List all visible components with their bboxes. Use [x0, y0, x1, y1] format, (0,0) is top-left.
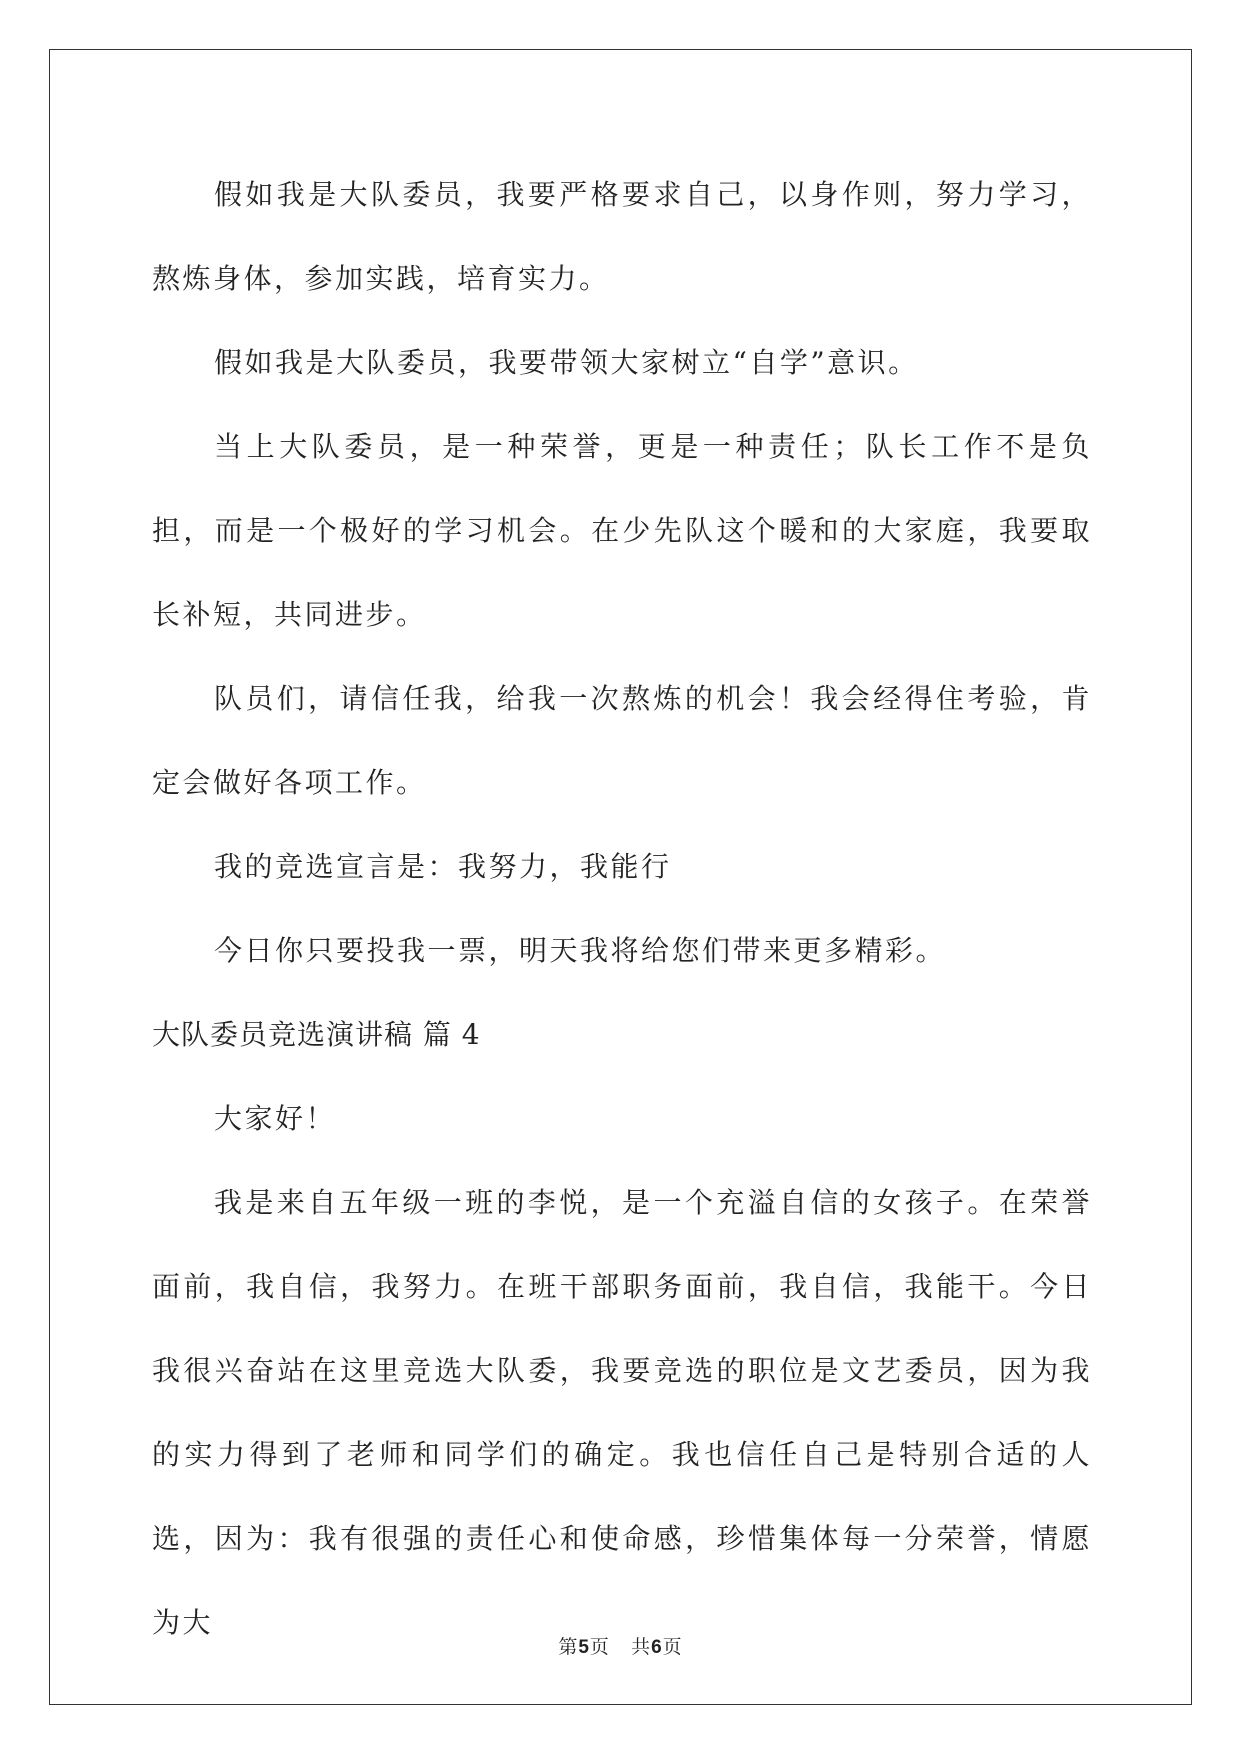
footer-total-suffix: 页 [662, 1636, 683, 1658]
paragraph: 当上大队委员，是一种荣誉，更是一种责任；队长工作不是负担，而是一个极好的学习机会。在少先队这个暖和的大家庭，我要取长补短，共同进步。 [152, 430, 1092, 631]
paragraph: 队员们，请信任我，给我一次熬炼的机会！我会经得住考验，肯定会做好各项工作。 [152, 682, 1092, 799]
paragraph: 假如我是大队委员，我要严格要求自己，以身作则，努力学习，熬炼身体，参加实践，培育实力。 [152, 178, 1092, 295]
total-page-count: 6 [651, 1637, 663, 1658]
section-heading: 大队委员竞选演讲稿 篇 4 [152, 1018, 481, 1051]
page-number-footer [0, 1632, 1241, 1659]
footer-total-prefix: 共 [631, 1636, 652, 1658]
footer-page-suffix: 页 [589, 1636, 610, 1658]
paragraph: 今日你只要投我一票，明天我将给您们带来更多精彩。 [214, 934, 947, 967]
paragraph: 大家好！ [214, 1102, 337, 1135]
footer-prefix: 第 [558, 1636, 579, 1658]
document-body [152, 153, 1092, 1665]
paragraph: 我的竞选宣言是：我努力，我能行 [214, 850, 672, 883]
paragraph: 假如我是大队委员，我要带领大家树立“自学”意识。 [214, 346, 919, 379]
paragraph: 我是来自五年级一班的李悦，是一个充溢自信的女孩子。在荣誉面前，我自信，我努力。在班干部职务面前，我自信，我能干。今日我很兴奋站在这里竞选大队委，我要竞选的职位是文艺委员，因为我的实力得到了老师和同学们的确定。我也信任自己是特别合适的人选，因为：我有很强的责任心和使命感，珍惜集体每一分荣誉，情愿为大 [152, 1186, 1092, 1639]
current-page-number: 5 [578, 1637, 590, 1658]
